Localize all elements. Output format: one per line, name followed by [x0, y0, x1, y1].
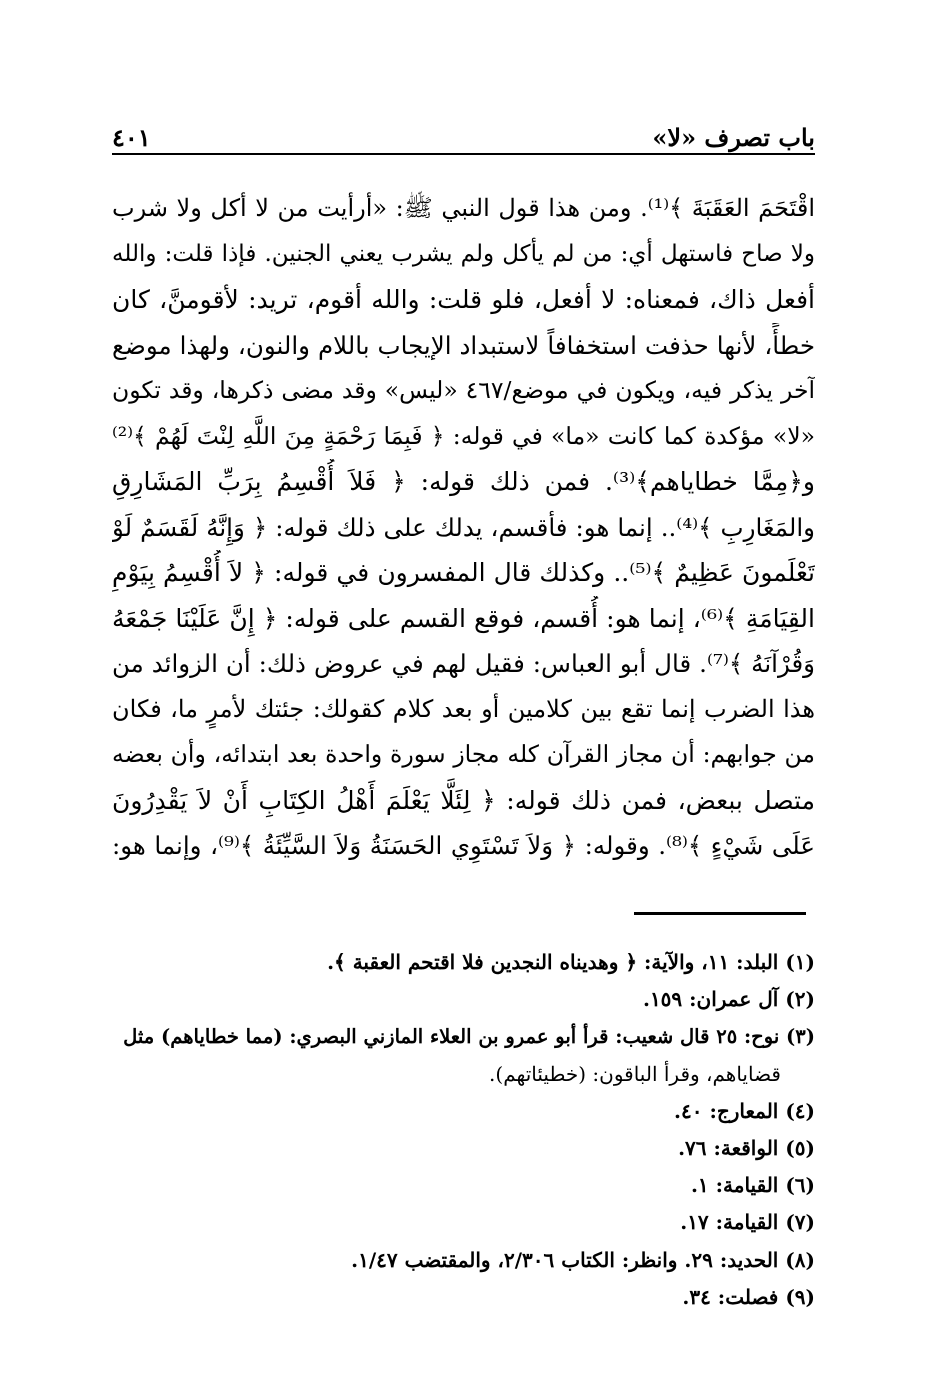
header-rule [112, 153, 815, 155]
body-line: والمَغَارِبِ ﴾⁽⁴⁾.. إنما هو: فأقسم، يدلك على ذلك قوله: ﴿ وَإِنَّهُ لَقَسَمٌ لَوْ [112, 512, 815, 542]
body-line: و﴿مِمَّا خطاياهم﴾⁽³⁾. فمن ذلك قوله: ﴿ فَلاَ أُقْسِمُ بِرَبِّ المَشَارِقِ [112, 467, 815, 496]
footnote: (٤) المعارج: ٤٠. [674, 1098, 815, 1123]
body-text [112, 186, 815, 869]
footnote-continuation: قضاياهم، وقرأ الباقون: (خطيئاتهم). [489, 1061, 781, 1086]
footnote-separator [634, 912, 806, 915]
footnote: (٢) آل عمران: ١٥٩. [642, 987, 815, 1012]
body-line: خطأً، لأنها حذفت استخفافاً لاستبداد الإيجاب باللام والنون، ولهذا موضع [112, 330, 815, 360]
footnotes [112, 944, 815, 1316]
body-line: أفعل ذاك، فمعناه: لا أفعل، فلو قلت: والله أقوم، تريد: لأقومنَّ، كان [112, 285, 815, 314]
body-line: متصل ببعض، فمن ذلك قوله: ﴿ لِئَلَّا يَعْلَمَ أَهْلُ الكِتَابِ أَنْ لاَ يَقْدِرُونَ [112, 785, 815, 815]
page-number: ٤٠١ [112, 123, 151, 152]
footnote: (٦) القيامة: ١. [690, 1173, 815, 1198]
body-line: عَلَى شَيْءٍ ﴾⁽⁸⁾. وقوله: ﴿ وَلاَ تَسْتَوِي الحَسَنَةُ وَلاَ السَّيِّئَةُ ﴾⁽⁹⁾، وإنما هو: [112, 831, 815, 860]
footnote: (٧) القيامة: ١٧. [680, 1210, 815, 1235]
footnote: (٣) نوح: ٢٥ قال شعيب: قرأ أبو عمرو بن العلاء المازني البصري: (مما خطاياهم) مثل [123, 1025, 815, 1049]
footnote: (٥) الواقعة: ٧٦. [678, 1135, 815, 1160]
body-line: القِيَامَةِ ﴾⁽⁶⁾، إنما هو: أُقسم، فوقع القسم على قوله: ﴿ إِنَّ عَلَيْنَا جَمْعَهُ [112, 603, 815, 633]
footnote: (١) البلد: ١١، والآية: ﴿ وهديناه النجدين فلا اقتحم العقبة ﴾. [327, 950, 815, 974]
body-line: آخر يذكر فيه، ويكون في موضع/٤٦٧ «ليس» وقد مضى ذكرها، وقد تكون [112, 376, 815, 404]
body-line: هذا الضرب إنما تقع بين كلامين أو بعد كلام كقولك: جئتك لأمرٍ ما، فكان [112, 694, 815, 723]
footnote: (٩) فصلت: ٣٤. [682, 1284, 815, 1309]
body-line: من جوابهم: أن مجاز القرآن كله مجاز سورة واحدة بعد ابتدائه، وأن بعضه [112, 740, 815, 768]
footnote: (٨) الحديد: ٢٩. وانظر: الكتاب ٢/٣٠٦، والمقتضب ١/٤٧. [351, 1247, 815, 1272]
running-header [112, 118, 815, 152]
body-line: «لا» مؤكدة كما كانت «ما» في قوله: ﴿ فَبِمَا رَحْمَةٍ مِنَ اللَّهِ لِنْتَ لَهُمْ ﴾⁽²⁾ [112, 421, 815, 450]
body-line: تَعْلَمونَ عَظِيمٌ ﴾⁽⁵⁾.. وكذلك قال المفسرون في قوله: ﴿ لاَ أُقْسِمُ بِيَوْمِ [112, 558, 815, 587]
body-line: وَقُرْآنَهُ ﴾⁽⁷⁾. قال أبو العباس: فقيل لهم في عروض ذلك: أن الزوائد من [112, 649, 815, 678]
body-line: اقْتَحَمَ العَقَبَةَ ﴾⁽¹⁾. ومن هذا قول النبي ﷺ: «أرأيت من لا أكل ولا شرب [112, 194, 815, 222]
chapter-title: باب تصرف «لا» [652, 123, 815, 152]
body-line: ولا صاح فاستهل أي: من لم يأكل ولم يشرب يعني الجنين. فإذا قلت: والله [112, 240, 815, 267]
